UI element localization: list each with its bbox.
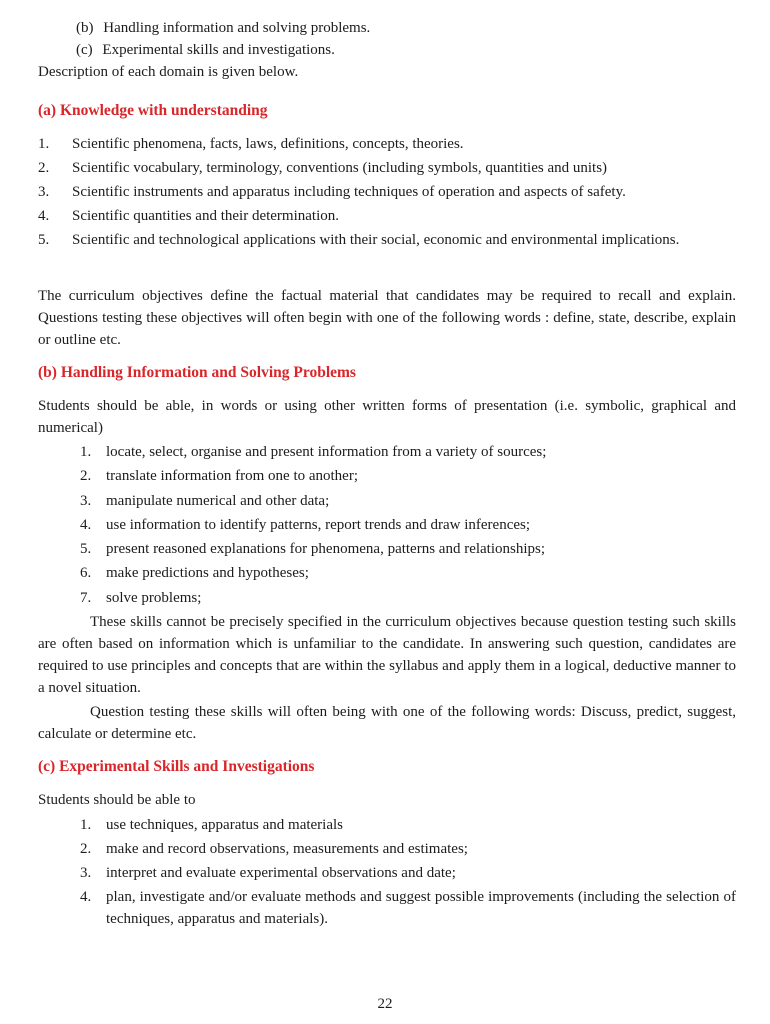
list-item bbox=[80, 514, 736, 538]
section-a-heading: (a) Knowledge with understanding bbox=[38, 102, 268, 119]
intro-item-label: (b) bbox=[76, 20, 94, 36]
section-b-paragraph-2: Question testing these skills will often being with one of the following words: Discuss, predict, suggest, calculate or determine etc. bbox=[38, 704, 736, 742]
list-item bbox=[38, 205, 736, 229]
list-item-number: 3. bbox=[80, 865, 92, 881]
list-item-text: Scientific and technological applications with their social, economic and environmental implications. bbox=[72, 232, 680, 248]
list-item bbox=[80, 886, 736, 930]
list-item-number: 4. bbox=[38, 208, 50, 224]
list-item-number: 1. bbox=[80, 817, 92, 833]
list-item-text: Scientific quantities and their determination. bbox=[72, 208, 340, 224]
section-a-list bbox=[38, 133, 736, 251]
list-item-text: use information to identify patterns, report trends and draw inferences; bbox=[106, 516, 531, 533]
list-item-number: 2. bbox=[38, 160, 50, 176]
section-b-heading: (b) Handling Information and Solving Problems bbox=[38, 364, 356, 381]
intro-item-text: Handling information and solving problems. bbox=[103, 20, 371, 36]
section-a-paragraph: The curriculum objectives define the factual material that candidates may be required to recall and explain. Questions testing these objectives will often begin with one of the following words : define, state, describe, explain or outline etc. bbox=[38, 288, 736, 348]
list-item-text: use techniques, apparatus and materials bbox=[106, 817, 343, 833]
list-item-number: 1. bbox=[80, 444, 92, 460]
list-item bbox=[80, 814, 736, 838]
list-item bbox=[80, 838, 736, 862]
section-c-lead: Students should be able to bbox=[38, 792, 196, 808]
intro-item-b bbox=[38, 17, 736, 39]
list-item bbox=[80, 562, 736, 586]
list-item-number: 2. bbox=[80, 841, 92, 857]
list-item-number: 3. bbox=[80, 492, 92, 509]
intro-item-text: Experimental skills and investigations. bbox=[102, 42, 335, 58]
list-item-text: interpret and evaluate experimental observations and date; bbox=[106, 865, 456, 881]
list-item-number: 5. bbox=[38, 232, 50, 248]
list-item bbox=[80, 465, 736, 489]
list-item-text: translate information from one to another; bbox=[106, 468, 359, 485]
section-c-list bbox=[38, 814, 736, 930]
page-number: 22 bbox=[377, 996, 393, 1012]
list-item-number: 6. bbox=[80, 565, 92, 582]
list-item-number: 2. bbox=[80, 468, 92, 485]
section-c-list-block bbox=[38, 814, 736, 930]
list-item-number: 7. bbox=[80, 589, 92, 606]
list-item-text: Scientific vocabulary, terminology, conventions (including symbols, quantities and units) bbox=[72, 160, 608, 176]
list-item bbox=[38, 133, 736, 157]
list-item bbox=[80, 587, 736, 611]
section-b-paragraph-1: These skills cannot be precisely specified in the curriculum objectives because question testing such skills are often based on information which is unfamiliar to the candidate. In answering such question, candidates are required to use principles and concepts that are within the syllabus and apply them in a logical, deductive manner to a novel situation. bbox=[38, 614, 736, 696]
list-item-text: locate, select, organise and present information from a variety of sources; bbox=[106, 444, 547, 460]
list-item bbox=[80, 441, 736, 465]
list-item-text: Scientific instruments and apparatus including techniques of operation and aspects of safety. bbox=[72, 184, 626, 200]
list-item-number: 4. bbox=[80, 889, 92, 905]
section-c-heading: (c) Experimental Skills and Investigations bbox=[38, 758, 315, 775]
list-item-number: 1. bbox=[38, 136, 50, 152]
intro-item-c bbox=[38, 39, 736, 61]
list-item bbox=[38, 181, 736, 205]
list-item-text: Scientific phenomena, facts, laws, definitions, concepts, theories. bbox=[72, 136, 464, 152]
section-b-list bbox=[38, 441, 736, 611]
list-item-text: solve problems; bbox=[106, 589, 202, 606]
list-item-text: manipulate numerical and other data; bbox=[106, 492, 330, 509]
intro-block bbox=[38, 17, 736, 83]
section-b-lead: Students should be able, in words or using other written forms of presentation (i.e. symbolic, graphical and numerical) bbox=[38, 398, 736, 436]
intro-item-label: (c) bbox=[76, 42, 93, 58]
list-item-number: 5. bbox=[80, 541, 92, 558]
intro-description: Description of each domain is given below. bbox=[38, 64, 299, 80]
list-item-text: make predictions and hypotheses; bbox=[106, 565, 309, 582]
list-item bbox=[80, 538, 736, 562]
list-item bbox=[80, 490, 736, 514]
list-item-text: make and record observations, measurements and estimates; bbox=[106, 841, 468, 857]
section-b-list-block bbox=[38, 441, 736, 611]
list-item-text: present reasoned explanations for phenomena, patterns and relationships; bbox=[106, 541, 546, 558]
list-item-number: 3. bbox=[38, 184, 50, 200]
list-item bbox=[80, 862, 736, 886]
section-a-list-block bbox=[38, 133, 736, 251]
list-item-text: plan, investigate and/or evaluate methods and suggest possible improvements (including the selection of techniques, apparatus and materials). bbox=[106, 889, 736, 927]
list-item bbox=[38, 157, 736, 181]
list-item-number: 4. bbox=[80, 516, 92, 533]
list-item bbox=[38, 229, 736, 251]
